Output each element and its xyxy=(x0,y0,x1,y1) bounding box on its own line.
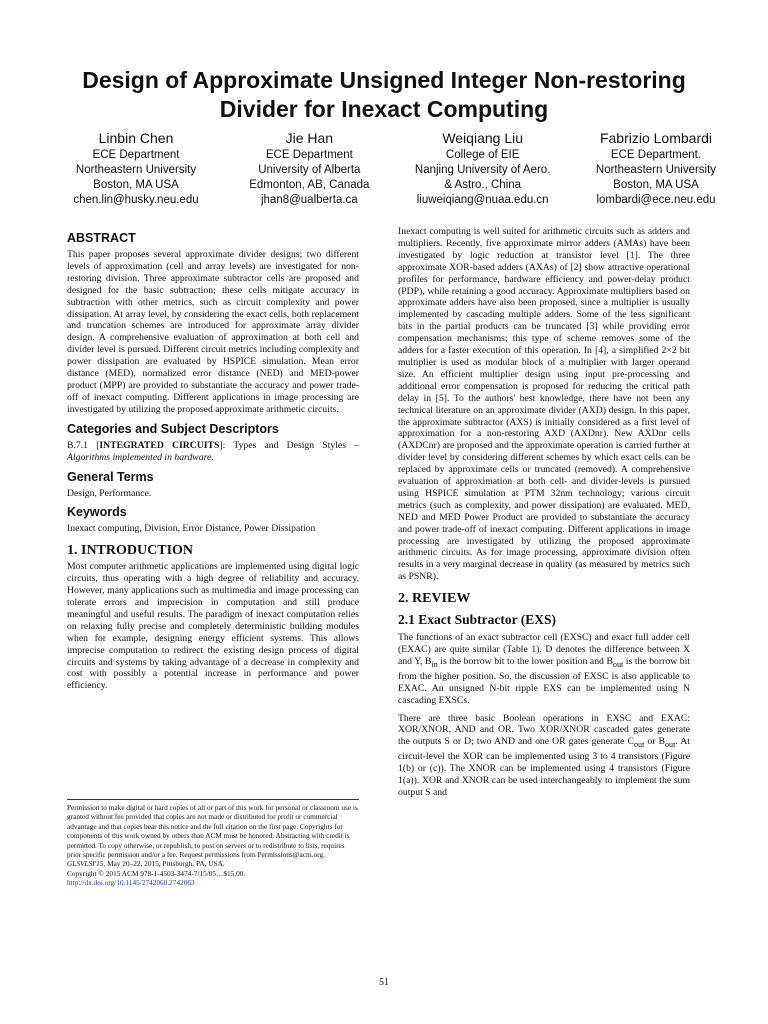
review-p1-part-a: The functions of an exact subtractor cell (EXSC) and exact full adder cell (EXAC) are quite similar (Table 1). D denotes the difference between X and Y, B xyxy=(398,632,690,667)
author-dept: ECE Department xyxy=(265,149,353,161)
review-paragraph-2 xyxy=(398,713,690,799)
footnote-rule xyxy=(67,799,359,800)
subscript-in: in xyxy=(431,659,438,669)
author-org: University of Alberta xyxy=(258,164,361,176)
doi-link[interactable]: http://dx.doi.org/10.1145/2742060.2742063 xyxy=(67,878,195,888)
venue-detail: May 20–22, 2015, Pittsburgh, PA, USA. xyxy=(105,859,225,869)
title-line-1: Design of Approximate Unsigned Integer Non-restoring xyxy=(82,67,686,93)
author-1 xyxy=(56,130,216,208)
exact-subtractor-heading: 2.1 Exact Subtractor (EXS) xyxy=(398,612,556,628)
paper-title xyxy=(0,66,768,124)
review-p1-part-b: is the borrow bit to the lower position and B xyxy=(437,656,613,667)
categories-prefix: B.7.1 [ xyxy=(67,439,100,451)
author-org: Northeastern University xyxy=(595,164,717,176)
author-location: Boston, MA USA xyxy=(93,179,179,191)
categories-text xyxy=(67,440,359,464)
keywords-heading: Keywords xyxy=(67,505,127,520)
author-email[interactable]: lombardi@ece.neu.edu xyxy=(596,194,716,206)
review-p2-part-a: There are three basic Boolean operations in EXSC and EXAC: XOR/XNOR, AND and OR. Two XOR/XNOR cascaded gates generate the outputs S or D; two AND and one OR gates generate C xyxy=(398,712,690,748)
author-location: Edmonton, AB, Canada xyxy=(249,179,370,191)
general-terms-heading: General Terms xyxy=(67,469,154,484)
categories-italic: Algorithms implemented in hardware. xyxy=(67,451,214,463)
author-email[interactable]: liuweiqiang@nuaa.edu.cn xyxy=(416,194,549,206)
author-location: & Astro., China xyxy=(444,179,522,191)
left-column xyxy=(67,226,359,698)
categories-bold: INTEGRATED CIRCUITS xyxy=(99,439,220,451)
introduction-heading: 1. INTRODUCTION xyxy=(67,543,194,559)
author-dept: ECE Department xyxy=(92,149,180,161)
abstract-text: This paper proposes several approximate divider designs; two different levels of approximation (cell and array levels) are investigated for non-restoring division. Three approximate subtractor cells are proposed and designed for the basic subtraction; these cells mitigate accuracy in subtraction with other metrics, such as circuit complexity and power dissipation. At array level, by considering the exact cells, both replacement and truncation schemes are introduced for approximate array divider design. A comprehensive evaluation of approximation at both cell and divider level is pursued. Different circuit metrics including complexity and power dissipation are evaluated by HSPICE simulation. Mean error distance (MED), normalized error distance (NED) and MED-power product (MPP) are provided to substantiate the accuracy and power trade-off of inexact computing. Different applications in image processing are investigated by utilizing the proposed approximate arithmetic circuits. xyxy=(67,249,359,415)
author-dept: ECE Department. xyxy=(610,149,702,161)
review-p2-part-b: or B xyxy=(644,736,666,748)
permission-text: Permission to make digital or hard copies of all or part of this work for personal or classroom use is granted without fee provided that copies are not made or distributed for profit or commercial advantage and that copies bear this notice and the full citation on the first page. Copyrights for components of this work owned by others than ACM must be honored. Abstracting with credit is permitted. To copy otherwise, or republish, to post on servers or to redistribute to lists, requires prior specific permission and/or a fee. Request permissions from Permissions@acm.org. xyxy=(67,803,358,860)
author-name: Jie Han xyxy=(285,130,334,146)
author-org: Northeastern University xyxy=(75,164,197,176)
author-name: Linbin Chen xyxy=(98,130,174,146)
categories-heading: Categories and Subject Descriptors xyxy=(67,421,279,436)
author-email[interactable]: chen.lin@husky.neu.edu xyxy=(73,194,199,206)
author-name: Fabrizio Lombardi xyxy=(599,130,713,146)
author-org: Nanjing University of Aero. xyxy=(414,164,551,176)
author-name: Weiqiang Liu xyxy=(442,130,523,146)
review-paragraph-1 xyxy=(398,632,690,706)
right-column xyxy=(398,226,690,805)
copyright-line: Copyright © 2015 ACM 978-1-4503-3474-7/15/05…$15.00. xyxy=(67,868,246,878)
author-4 xyxy=(576,130,736,208)
author-block xyxy=(56,130,736,208)
keywords-text: Inexact computing, Division, Error Distance, Power Dissipation xyxy=(67,523,316,535)
author-dept: College of EIE xyxy=(445,149,520,161)
permission-block xyxy=(67,799,359,888)
subscript-out: out xyxy=(634,740,645,750)
title-line-2: Divider for Inexact Computing xyxy=(219,96,549,122)
author-location: Boston, MA USA xyxy=(613,179,699,191)
review-heading: 2. REVIEW xyxy=(398,591,471,607)
author-3 xyxy=(403,130,563,208)
venue-name: GLSVLSI'15, xyxy=(67,859,106,869)
introduction-paragraph-2: Inexact computing is well suited for arithmetic circuits such as adders and multipliers. Recently, five approximate mirror adders (AMAs) have been investigated by logic reduction at transistor level [1]. The three approximate XOR-based adders (AXAs) of [2] show attractive operational profiles for performance, hardware efficiency and power-delay product (PDP), while retaining a good accuracy. Approximate multipliers based on approximate adders have also been proposed, since a multiplier is usually implemented by cascading multiple adders. Some of the less significant bits in the partial products can be truncated [3] while providing error compensation mechanisms; this type of scheme removes some of the adders for a faster execution of this operation. In [4], a simplified 2×2 bit multiplier is used as modular block of a multiplier with larger operand size. An efficient multiplier design using input pre-processing and additional error compensation is proposed for reducing the critical path delay in [5]. To the authors' best knowledge, there have not been any technical literature on an approximate divider (AXD) design. In this paper, the approximate subtractor (AXS) is initially considered as a first level of approximation for a non-restoring AXD (AXDnr). New AXDnr cells (AXDCnr) are proposed and the approximate operation is carried further at divider level by considering different schemes by which exact cells can be replaced by approximate cells or truncated (removed). A comprehensive evaluation of approximation at both cell- and divider-levels is pursued using HSPICE simulation at PTM 32nm technology; various circuit metrics (such as complexity, and power dissipation) are evaluated. MED, NED and MED Power Product are provided to substantiate the accuracy and power trade-off of inexact computing. Different applications in image processing are investigated by utilizing the proposed approximate arithmetic circuits. As for image processing, approximate division often results in a very marginal decrease in quality (as measured by metrics such as PSNR). xyxy=(398,226,690,583)
abstract-heading: ABSTRACT xyxy=(67,231,136,245)
review-p2-part-c: . At circuit-level the XOR can be implemented using 3 to 4 transistors (Figure 1(b) or (c)). The XNOR can be implemented using 4 transistors (Figure 1(a)). XOR and XNOR can be used interchangeably to implement the sum output S and xyxy=(398,736,690,798)
author-2 xyxy=(229,130,389,208)
page-number: 51 xyxy=(379,977,389,988)
author-email[interactable]: jhan8@ualberta.ca xyxy=(260,194,358,206)
categories-mid: ]: Types and Design Styles – xyxy=(219,439,360,451)
review-p1-part-c: is the borrow bit from the higher position. So, the discussion of EXSC is also applicable to EXAC. An unsigned N-bit ripple EXS can be implemented using N cascading EXSCs. xyxy=(398,656,690,706)
introduction-paragraph-1: Most computer arithmetic applications are implemented using digital logic circuits, thus operating with a high degree of reliability and accuracy. However, many applications such as multimedia and image processing can tolerate errors and imprecision in computation and still produce meaningful and useful results. The paradigm of inexact computation relies on relaxing fully precise and completely deterministic building modules when for example, designing energy efficient systems. This allows imprecise computation to redirect the existing design process of digital circuits and systems by taking advantage of a decrease in complexity and cost with possibly a potential increase in performance and power efficiency. xyxy=(67,561,359,692)
venue-line xyxy=(67,859,359,868)
subscript-out: out xyxy=(612,659,624,669)
subscript-out: out xyxy=(665,740,676,750)
general-terms-text: Design, Performance. xyxy=(67,487,152,499)
